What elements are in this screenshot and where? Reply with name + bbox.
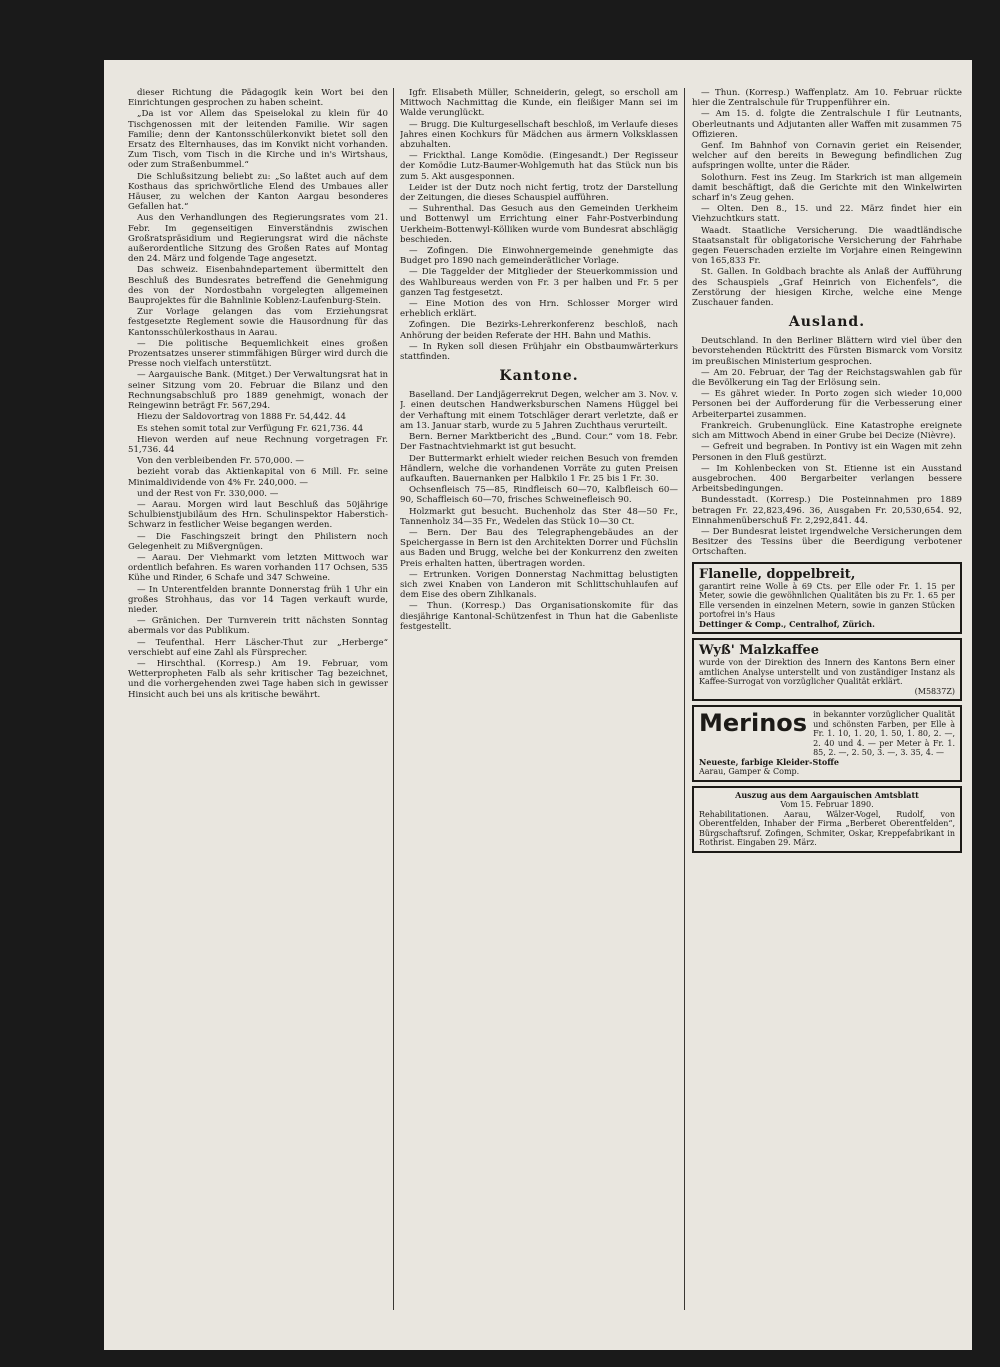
article-paragraph: Genf. Im Bahnhof von Cornavin geriet ein Reisender, welcher auf den bereits in Bewegung befindlichen Zug aufspringen wollte, unter die Räder.: [692, 141, 962, 172]
article-paragraph: Solothurn. Fest ins Zeug. Im Starkrich ist man allgemein damit beschäftigt, daß die Gerichte mit den Winkelwirten scharf in's Zeug gehen.: [692, 172, 962, 204]
ad-subtitle: Neueste, farbige Kleider-Stoffe: [699, 756, 839, 767]
ad-text: garantirt reine Wolle à 69 Cts. per Elle oder Fr. 1. 15 per Meter, sowie die gewöhnlichen Qualitäten bis zu Fr. 1. 65 per Elle versenden in einzelnen Metern, sowie in ganzen Stücken portofrei in's Haus: [699, 581, 955, 620]
article-paragraph: — In Ryken soll diesen Frühjahr ein Obstbaumwärterkurs stattfinden.: [400, 341, 678, 363]
article-paragraph: — Am 20. Februar, der Tag der Reichstagswahlen gab für die Bevölkerung ein Tag der Erlösung sein.: [692, 367, 962, 389]
article-paragraph: — Zofingen. Die Einwohnergemeinde genehmigte das Budget pro 1890 nach gemeinderätlicher Vorlage.: [400, 246, 678, 267]
article-paragraph: Frankreich. Grubenunglück. Eine Katastrophe ereignete sich am Mittwoch Abend in einer Grube bei Decize (Nièvre).: [692, 420, 962, 442]
ad-title: Flanelle, doppelbreit,: [699, 566, 856, 582]
column-rule: [684, 88, 685, 1310]
article-paragraph: — In Unterentfelden brannte Donnerstag früh 1 Uhr ein großes Strohhaus, das vor 14 Tagen verkauft wurde, nieder.: [128, 584, 388, 615]
article-paragraph: — Teufenthal. Herr Läscher-Thut zur „Herberge“ verschiebt auf eine Zahl als Fürsprecher.: [128, 637, 388, 658]
article-paragraph: — Thun. (Korresp.) Das Organisationskomite für das diesjährige Kantonal-Schützenfest in Thun hat die Gabenliste festgestellt.: [400, 601, 678, 632]
article-paragraph: — Frickthal. Lange Komödie. (Eingesandt.) Der Regisseur der Komödie Lutz-Baumer-Wohlgemuth hat das Stück nun bis zum 5. Akt ausgesponnen.: [400, 151, 678, 182]
article-paragraph: Die Schlußsitzung beliebt zu: „So laßtet auch auf dem Kosthaus das sprichwörtliche Elend des Umbaues aller Häuser, zu welchen der Kanton Aargau besonderes Gefallen hat.“: [128, 171, 388, 213]
ledger-line: Hievon werden auf neue Rechnung vorgetragen Fr. 51,736. 44: [128, 434, 388, 455]
ad-date: Vom 15. Februar 1890.: [780, 800, 874, 810]
article-paragraph: — Die politische Bequemlichkeit eines großen Prozentsatzes unserer stimmfähigen Bürger wird durch die Presse noch vielfach unterstützt.: [128, 338, 388, 370]
advertisement-malzkaffee: [692, 638, 962, 701]
ad-title: Wyß' Malzkaffee: [699, 643, 820, 659]
article-paragraph: Bundesstadt. (Korresp.) Die Posteinnahmen pro 1889 betragen Fr. 22,823,496. 36, Ausgaben Fr. 20,530,654. 92, Einnahmenüberschuß Fr. 2,292,841. 44.: [692, 495, 962, 526]
ad-firm: Aarau, Gamper & Comp.: [699, 767, 800, 777]
article-paragraph: Bern. Berner Marktbericht des „Bund. Cour.“ vom 18. Febr. Der Fastnachtviehmarkt ist gut besucht.: [400, 432, 678, 453]
article-paragraph: Holzmarkt gut besucht. Buchenholz das Ster 48—50 Fr., Tannenholz 34—35 Fr., Wedelen das Stück 10—30 Ct.: [400, 506, 678, 527]
ledger-line: und der Rest von Fr. 330,000. —: [137, 488, 279, 499]
section-heading-kantone: Kantone.: [499, 368, 579, 385]
article-paragraph: — Gränichen. Der Turnverein tritt nächsten Sonntag abermals vor das Publikum.: [128, 616, 388, 637]
article-paragraph: Zofingen. Die Bezirks-Lehrerkonferenz beschloß, nach Anhörung der beiden Referate der HH. Bahn und Mathis.: [400, 320, 678, 341]
article-paragraph: — Gefreit und begraben. In Pontivy ist ein Wagen mit zehn Personen in den Fluß gestürzt.: [692, 442, 962, 463]
ad-text: wurde von der Direktion des Innern des Kantons Bern einer amtlichen Analyse unterstellt und von zuständiger Instanz als Kaffee-Surrogat von vorzüglicher Qualität erklärt.: [699, 658, 955, 687]
article-paragraph: — Die Taggelder der Mitglieder der Steuerkommission und des Wahlbureaus werden von Fr. 3 per halben und Fr. 5 per ganzen Tag festgesetzt.: [400, 267, 678, 298]
article-paragraph: Der Buttermarkt erhielt wieder reichen Besuch von fremden Händlern, welche die vorhandenen Vorräte zu guten Preisen aufkauften. Bauernanken per Halbkilo 1 Fr. 25 bis 1 Fr. 30.: [400, 453, 678, 484]
article-paragraph: Ochsenfleisch 75—85, Rindfleisch 60—70, Kalbfleisch 60—90, Schaffleisch 60—70, frisches Schweinefleisch 90.: [400, 485, 678, 506]
article-paragraph: Igfr. Elisabeth Müller, Schneiderin, gelegt, so erscholl am Mittwoch Nachmittag die Kunde, ein fleißiger Mann sei im Walde verunglückt.: [400, 88, 678, 119]
article-paragraph: — Es gähret wieder. In Porto zogen sich wieder 10,000 Personen bei der Aufforderung für die Verbesserung einer Arbeiterpartei zusammen.: [692, 389, 962, 420]
article-paragraph: — Im Kohlenbecken von St. Etienne ist ein Ausstand ausgebrochen. 400 Bergarbeiter verlangen bessere Arbeitsbedingungen.: [692, 463, 962, 495]
column-middle: [400, 88, 678, 1340]
ad-code: (M5837Z): [914, 686, 955, 696]
column-left: [128, 88, 388, 1340]
article-paragraph: Aus den Verhandlungen des Regierungsrates vom 21. Febr. Im gegenseitigen Einverständnis zwischen Großratspräsidium und Regierungsrat wird die nächste außerordentliche Sitzung des Großen Rates auf Montag den 24. März und folgende Tage angesetzt.: [128, 213, 388, 265]
ad-text: Rehabilitationen. Aarau, Wälzer-Vogel, Rudolf, von Oberentfelden, Inhaber der Firma „Berberet Oberentfelden“, Bürgschaftsruf. Zofingen, Schmiter, Oskar, Kreppefabrikant in Rothrist. Eingaben 29. März.: [699, 809, 955, 848]
article-paragraph: — Aarau. Der Viehmarkt vom letzten Mittwoch war ordentlich befahren. Es waren vorhanden 117 Ochsen, 535 Kühe und Rinder, 6 Schafe und 347 Schweine.: [128, 552, 388, 584]
ledger-line: Von den verbleibenden Fr. 570,000. —: [137, 456, 305, 467]
article-paragraph: — Suhrenthal. Das Gesuch aus den Gemeinden Uerkheim und Bottenwyl um Errichtung einer Fahr-Postverbindung Uerkheim-Bottenwyl-Kölliken wurde vom Bundesrat abschlägig beschieden.: [400, 204, 678, 245]
article-paragraph: — Der Bundesrat leistet irgendwelche Versicherungen dem Besitzer des Tessins über die Beerdigung verbotener Ortschaften.: [692, 526, 962, 558]
article-paragraph: — Ertrunken. Vorigen Donnerstag Nachmittag belustigten sich zwei Knaben von Landeron mit Schlittschuhlaufen auf dem Eise des obern Zihlkanals.: [400, 569, 678, 601]
article-paragraph: — Die Faschingszeit bringt den Philistern noch Gelegenheit zu Mißvergnügen.: [128, 531, 388, 552]
ad-title: Auszug aus dem Aargauischen Amtsblatt: [735, 789, 919, 800]
ad-title: Merinos: [699, 709, 808, 738]
article-paragraph: — Thun. (Korresp.) Waffenplatz. Am 10. Februar rückte hier die Zentralschule für Truppenführer ein.: [692, 88, 962, 109]
article-paragraph: Deutschland. In den Berliner Blättern wird viel über den bevorstehenden Rücktritt des Fürsten Bismarck vom Vorsitz im preußischen Ministerium gesprochen.: [692, 336, 962, 367]
advertisement-amtsblatt: [692, 786, 962, 853]
article-paragraph: — Bern. Der Bau des Telegraphengebäudes an der Speichergasse in Bern ist den Architekten Dorrer und Füchslin aus Baden und Brugg, welche bei der Konkurrenz den zweiten Preis erhalten hatten, übertragen worden.: [400, 527, 678, 569]
article-paragraph: — Aargauische Bank. (Mitget.) Der Verwaltungsrat hat in seiner Sitzung vom 20. Februar die Bilanz und den Rechnungsabschluß pro 1889 genehmigt, wonach der Reingewinn beträgt Fr. 567,294.: [128, 370, 388, 412]
article-paragraph: — Hirschthal. (Korresp.) Am 19. Februar, vom Wetterpropheten Falb als sehr kritischer Tag bezeichnet, und die vorhergehenden zwei Tage haben sich in gewisser Hinsicht auch bei uns als kritische bewährt.: [128, 658, 388, 700]
article-paragraph: Waadt. Staatliche Versicherung. Die waadtländische Staatsanstalt für obligatorische Versicherung der Fahrhabe gegen Feuerschaden erzielte im Vorjahre einen Reingewinn von 165,833 Fr.: [692, 225, 962, 267]
article-paragraph: dieser Richtung die Pädagogik kein Wort bei den Einrichtungen gesprochen zu haben scheint.: [128, 88, 388, 109]
ledger-line: Es stehen somit total zur Verfügung Fr. 621,736. 44: [137, 423, 364, 434]
article-paragraph: Baselland. Der Landjägerrekrut Degen, welcher am 3. Nov. v. J. einen deutschen Handwerksburschen Namens Hüggel bei der Verhaftung mit einem Totschläger derart verletzte, daß er am 13. Januar starb, wurde zu 5 Jahren Zuchthaus verurteilt.: [400, 390, 678, 431]
ledger-line: Hiezu der Saldovortrag von 1888 Fr. 54,442. 44: [137, 412, 346, 423]
article-paragraph: — Aarau. Morgen wird laut Beschluß das 50jährige Schulbienstjubiläum des Hrn. Schulinspektor Haberstich-Schwarz in festlicher Weise begangen werden.: [128, 499, 388, 531]
article-paragraph: Zur Vorlage gelangen das vom Erziehungsrat festgesetzte Reglement sowie die Hausordnung für das Kantonsschülerkosthaus in Aarau.: [128, 307, 388, 338]
article-paragraph: — Am 15. d. folgte die Zentralschule I für Leutnants, Oberleutnants und Adjutanten aller Waffen mit zusammen 75 Offizieren.: [692, 109, 962, 140]
ad-firm: Dettinger & Comp., Centralhof, Zürich.: [699, 618, 875, 629]
article-paragraph: Das schweiz. Eisenbahndepartement übermittelt den Beschluß des Bundesrates betreffend die Genehmigung des von der Nordostbahn vorgelegten allgemeinen Bauprojektes für die Bahnlinie Koblenz-Laufenburg-Stein.: [128, 265, 388, 307]
column-right: [692, 88, 962, 1340]
column-rule: [393, 88, 394, 1310]
section-heading-ausland: Ausland.: [788, 314, 866, 331]
article-paragraph: — Brugg. Die Kulturgesellschaft beschloß, im Verlaufe dieses Jahres einen Kochkurs für Mädchen aus ärmern Volksklassen abzuhalten.: [400, 119, 678, 151]
advertisement-flanelle: [692, 562, 962, 635]
article-paragraph: St. Gallen. In Goldbach brachte als Anlaß der Aufführung des Schauspiels „Graf Heinrich von Eichenfels“, die Zerstörung der hiesigen Kirche, welche eine Menge Zuschauer fanden.: [692, 267, 962, 309]
article-paragraph: „Da ist vor Allem das Speiselokal zu klein für 40 Tischgenossen mit der leitenden Familie. Wir sagen Familie; denn der Kantonsschülerkonvikt bietet soll den Ersatz des Elternhauses, das im Konvikt nicht vorhanden. Zum Tisch, vom Tisch in die Kirche und in's Wirtshaus, oder zum Straßenbummel.“: [128, 109, 388, 171]
advertisement-merinos: [692, 705, 962, 782]
ad-text: in bekannter vorzüglicher Qualität und schönsten Farben, per Elle à Fr. 1. 10, 1. 20, 1. 50, 1. 80, 2. —, 2. 40 und 4. — per Meter à Fr. 1. 85, 2. —, 2. 50, 3. —, 3. 35, 4. —: [813, 710, 955, 758]
article-paragraph: Leider ist der Dutz noch nicht fertig, trotz der Darstellung der Zeitungen, die dieses Schauspiel aufführen.: [400, 182, 678, 204]
article-paragraph: — Olten. Den 8., 15. und 22. März findet hier ein Viehzuchtkurs statt.: [692, 204, 962, 225]
newspaper-page: [104, 60, 972, 1350]
ledger-line: bezieht vorab das Aktienkapital von 6 Mill. Fr. seine Minimaldividende von 4% Fr. 240,000. —: [128, 467, 388, 488]
article-paragraph: — Eine Motion des von Hrn. Schlosser Morger wird erheblich erklärt.: [400, 299, 678, 320]
